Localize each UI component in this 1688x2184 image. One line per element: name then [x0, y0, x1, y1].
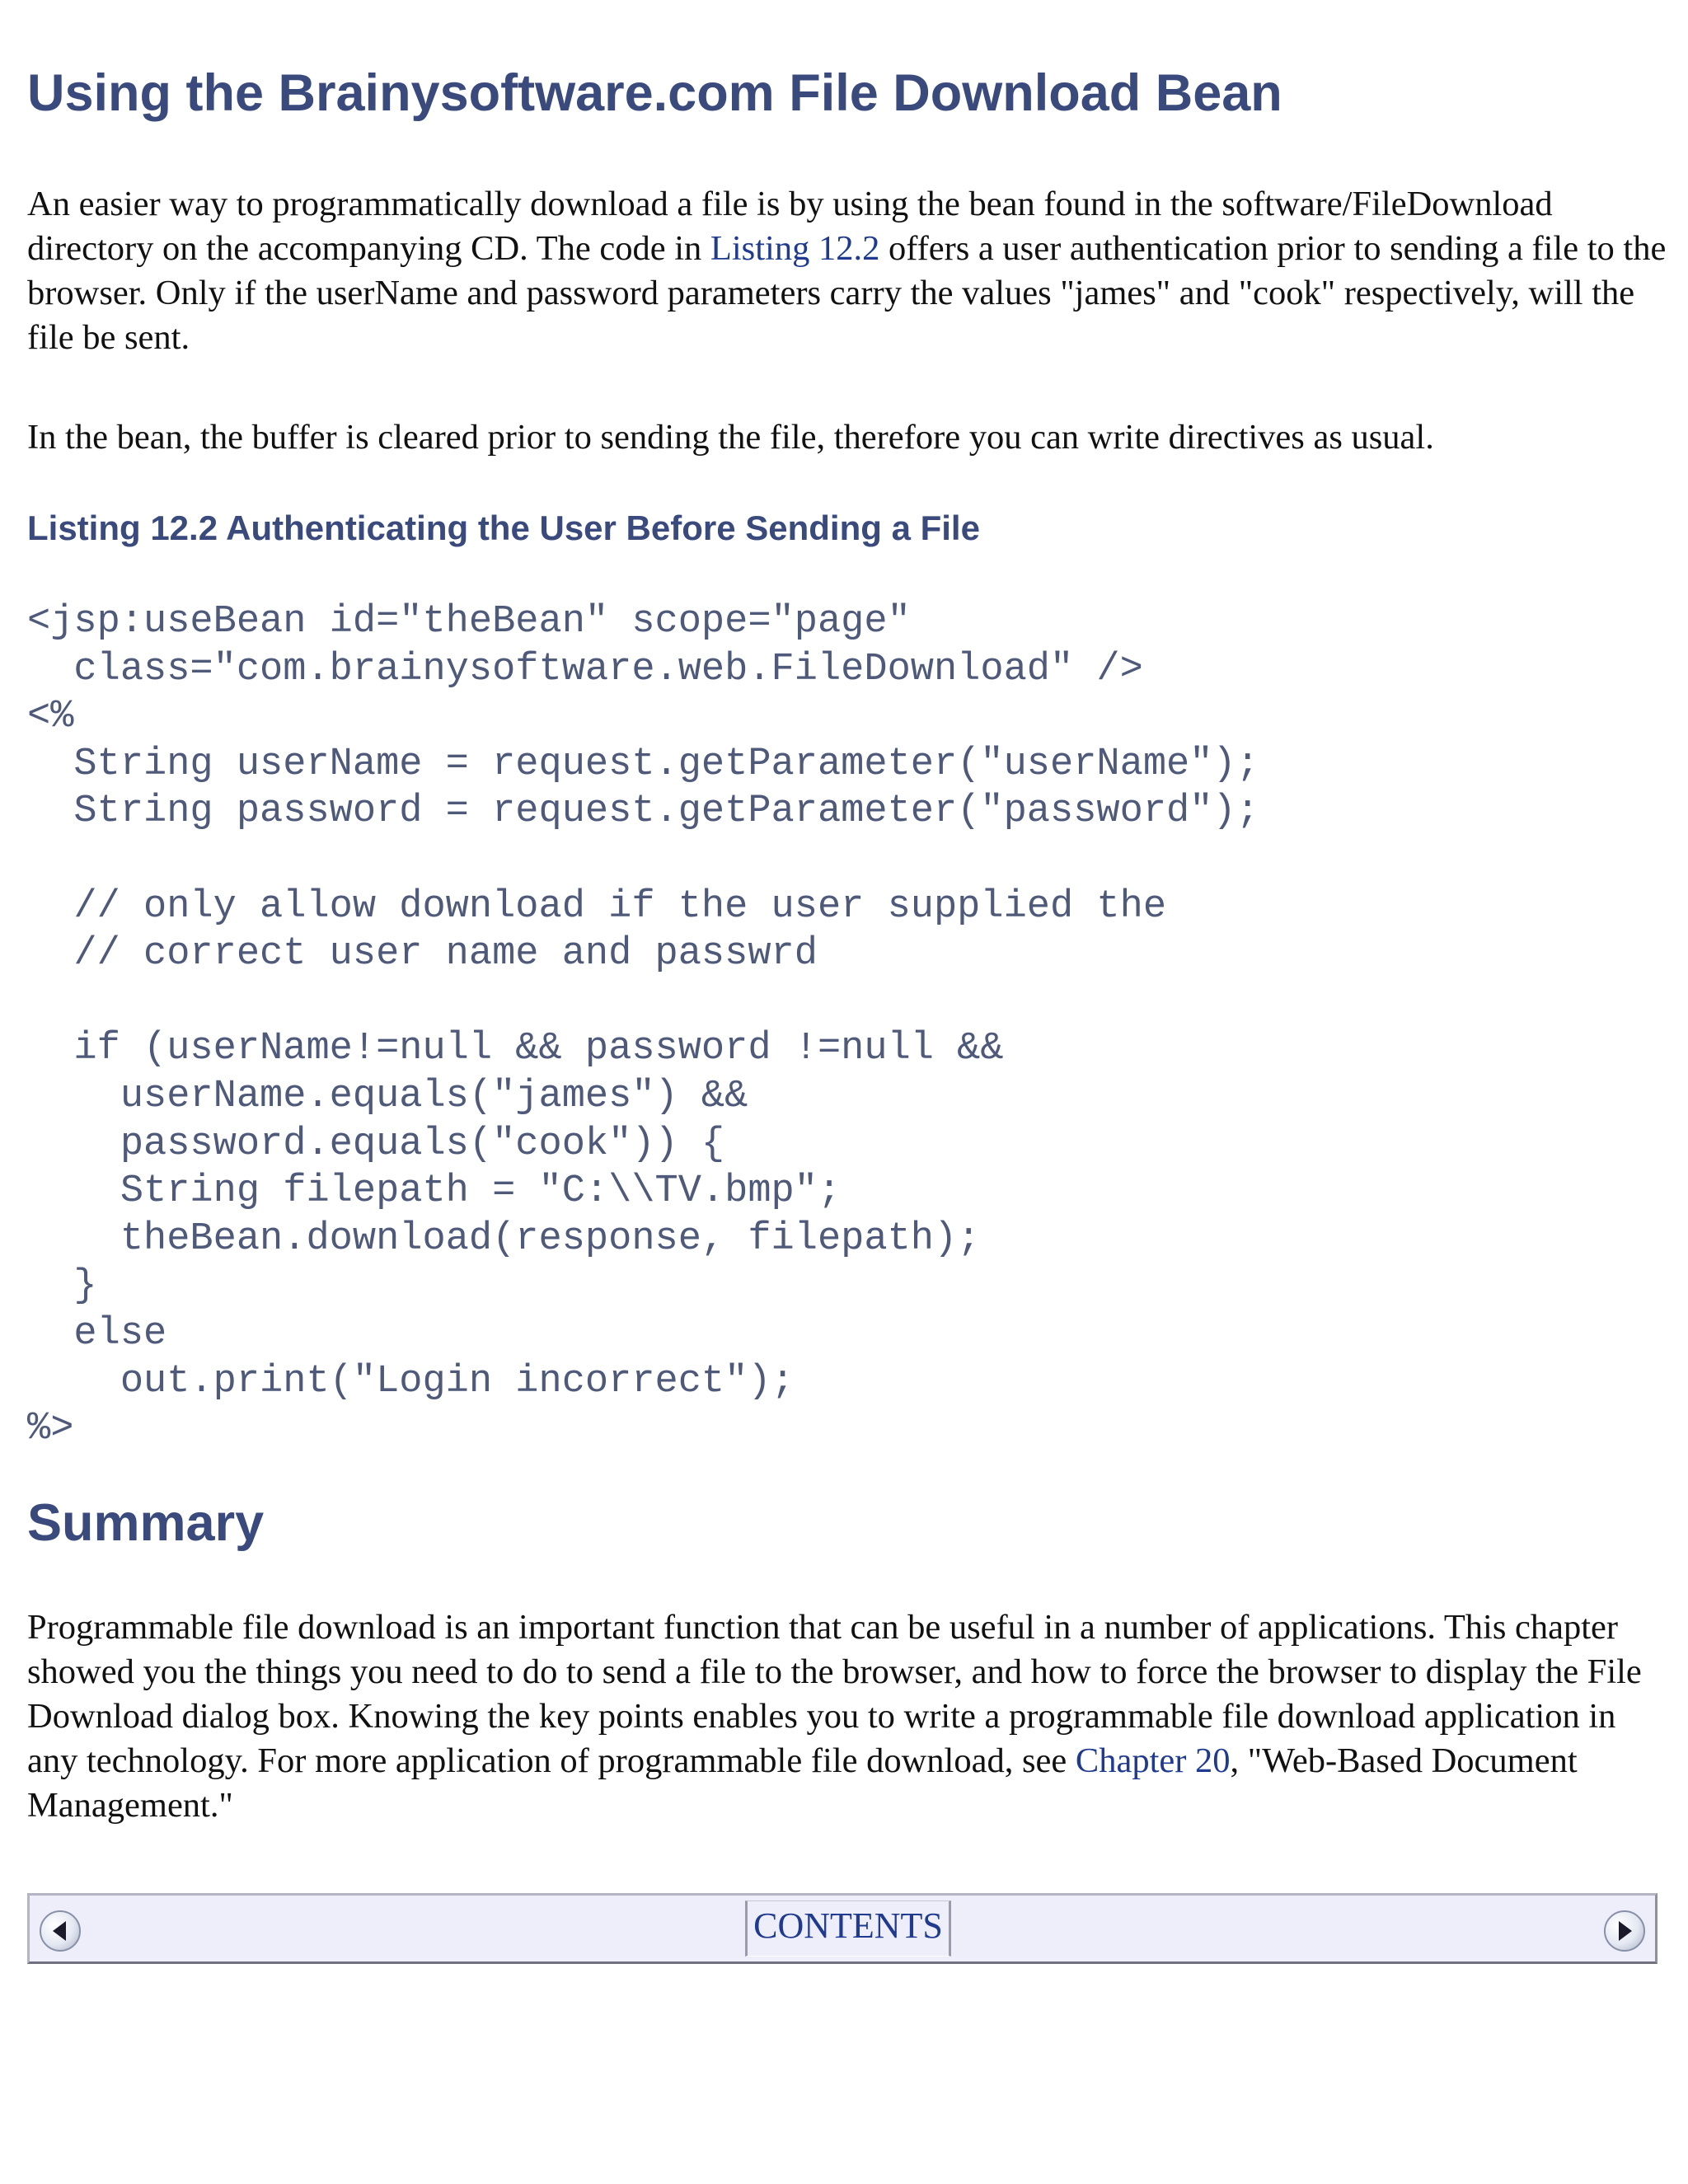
summary-paragraph — [27, 1605, 1667, 1828]
previous-page-button[interactable] — [40, 1910, 81, 1952]
left-arrow-icon — [41, 1912, 79, 1950]
summary-title: Summary — [27, 1494, 265, 1552]
buffer-note-paragraph: In the bean, the buffer is cleared prior to sending the file, therefore you can write directives as usual. — [27, 418, 1434, 457]
code-listing: <jsp:useBean id="theBean" scope="page" class="com.brainysoftware.web.FileDownload" /> <% String userName = request.getParameter("userName"); String password = request.getParameter("password"); // only allow download if the user supplied the // correct user name and passwrd if (userName!=null && password !=null && userName.equals("james") && password.equals("cook")) { String filepath = "C:\\TV.bmp"; theBean.download(response, filepath); } else out.print("Login incorrect"); %> — [27, 600, 1259, 1451]
contents-link[interactable]: CONTENTS — [753, 1905, 943, 1946]
summary-text-2: , "Web-Based Document Management." — [27, 1741, 1578, 1825]
summary-text-1: Programmable file download is an important function that can be useful in a number of applications. This chapter showed you the things you need to do to send a file to the browser, and how to force the browser to display the File Download dialog box. Knowing the key points enables you to write a programmable file download application in any technology. For more application of programmable file download, see — [27, 1608, 1642, 1780]
next-page-button[interactable] — [1604, 1910, 1645, 1952]
intro-text-2: offers a user authentication prior to sending a file to the browser. Only if the userName and password parameters carry the values "james" and "cook" respectively, will the file be sent. — [27, 229, 1667, 357]
listing-title: Listing 12.2 Authenticating the User Before Sending a File — [27, 509, 980, 547]
chapter-20-link[interactable]: Chapter 20 — [1075, 1741, 1231, 1780]
intro-text-1: An easier way to programmatically download a file is by using the bean found in the software/FileDownload directory on the accompanying CD. The code in — [27, 185, 1553, 268]
section-title: Using the Brainysoftware.com File Download Bean — [27, 64, 1282, 122]
navigation-bar — [27, 1893, 1658, 1964]
contents-cell — [745, 1900, 951, 1957]
intro-paragraph — [27, 182, 1667, 360]
listing-12-2-link[interactable]: Listing 12.2 — [710, 229, 880, 268]
right-arrow-icon — [1606, 1912, 1643, 1950]
